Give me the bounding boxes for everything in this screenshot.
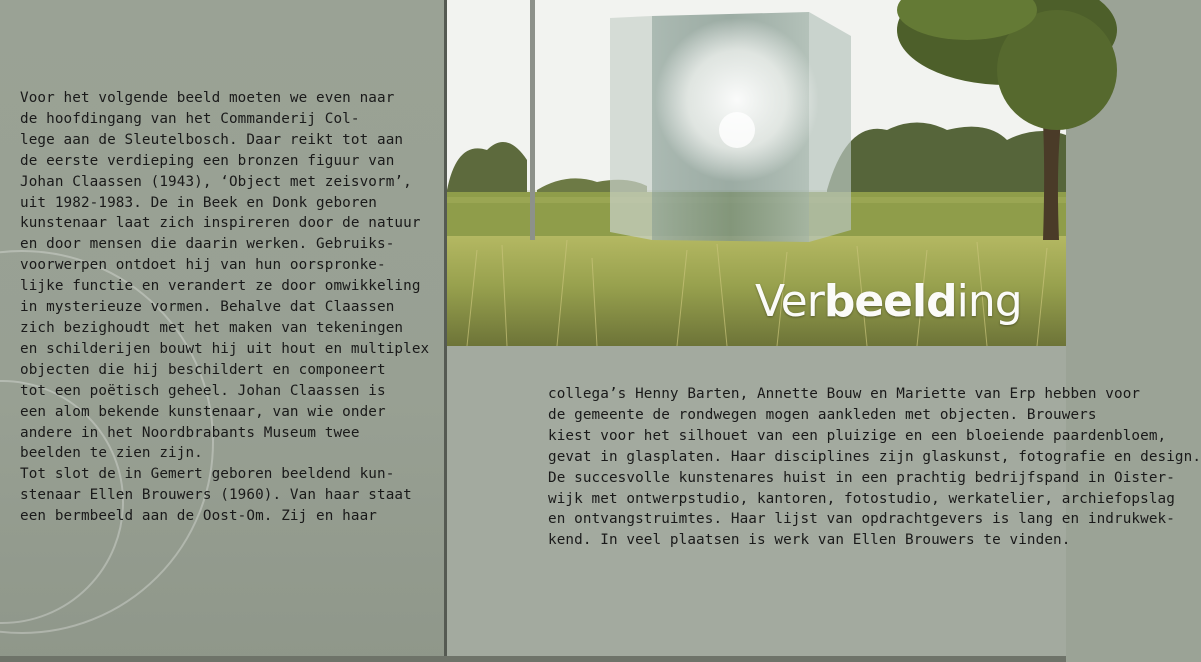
- left-body-text: [20, 88, 429, 527]
- left-paragraph-line: Tot slot de in Gemert geboren beeldend kun-: [20, 466, 395, 483]
- left-paragraph-line: in mysterieuze vormen. Behalve dat Claassen: [20, 299, 395, 316]
- left-paragraph-line: lege aan de Sleutelbosch. Daar reikt tot aan: [20, 131, 404, 148]
- left-paragraph-line: zich bezighoudt met het maken van tekeningen: [20, 319, 404, 336]
- headline-part-2-bold: beeld: [823, 276, 957, 327]
- headline-part-1: Ver: [755, 276, 824, 327]
- left-paragraph-line: de eerste verdieping een bronzen figuur van: [20, 152, 395, 169]
- left-paragraph-line: lijke functie en verandert ze door omwikkeling: [20, 278, 421, 295]
- right-body-text: [548, 384, 1201, 551]
- left-paragraph-line: uit 1982-1983. De in Beek en Donk geboren: [20, 194, 378, 211]
- right-page: [447, 0, 1201, 662]
- right-paragraph-line: De succesvolle kunstenares huist in een prachtig bedrijfspand in Oister-: [548, 469, 1175, 486]
- right-paragraph-line: en ontvangstruimtes. Haar lijst van opdrachtgevers is lang en indrukwek-: [548, 511, 1175, 528]
- left-paragraph-line: tot een poëtisch geheel. Johan Claassen is: [20, 382, 386, 399]
- left-paragraph-line: voorwerpen ontdoet hij van hun oorspronke-: [20, 257, 386, 274]
- left-paragraph-line: beelden te zien zijn.: [20, 445, 203, 462]
- right-paragraph-line: de gemeente de rondwegen mogen aankleden met objecten. Brouwers: [548, 406, 1097, 423]
- left-paragraph-line: en schilderijen bouwt hij uit hout en multiplex: [20, 340, 430, 357]
- left-paragraph-line: objecten die hij beschildert en componeert: [20, 361, 386, 378]
- left-paragraph-line: andere in het Noordbrabants Museum twee: [20, 424, 360, 441]
- right-paragraph-line: collega’s Henny Barten, Annette Bouw en Mariette van Erp hebben voor: [548, 386, 1141, 402]
- left-paragraph-line: Voor het volgende beeld moeten we even naar: [20, 90, 395, 106]
- left-paragraph-line: stenaar Ellen Brouwers (1960). Van haar staat: [20, 487, 412, 504]
- left-paragraph-line: Johan Claassen (1943), ‘Object met zeisvorm’,: [20, 173, 412, 190]
- right-paragraph-line: kiest voor het silhouet van een pluizige en een bloeiende paardenbloem,: [548, 427, 1167, 444]
- left-paragraph-line: de hoofdingang van het Commanderij Col-: [20, 110, 360, 127]
- left-paragraph-line: en door mensen die daarin werken. Gebruiks-: [20, 236, 395, 253]
- bottom-edge-band: [0, 656, 1066, 662]
- sculpture-photo: [447, 0, 1066, 346]
- headline-part-3: ing: [956, 276, 1022, 327]
- right-paragraph-line: kend. In veel plaatsen is werk van Ellen Brouwers te vinden.: [548, 532, 1071, 549]
- headline-verbeelding: [755, 276, 1022, 327]
- left-paragraph-line: kunstenaar laat zich inspireren door de natuur: [20, 215, 421, 232]
- right-paragraph-line: gevat in glasplaten. Haar disciplines zijn glaskunst, fotografie en design.: [548, 448, 1201, 465]
- left-paragraph-line: een bermbeeld aan de Oost-Om. Zij en haar: [20, 508, 378, 525]
- left-page: [0, 0, 444, 662]
- right-paragraph-line: wijk met ontwerpstudio, kantoren, fotostudio, werkatelier, archiefopslag: [548, 490, 1175, 507]
- left-paragraph-line: een alom bekende kunstenaar, van wie onder: [20, 403, 386, 420]
